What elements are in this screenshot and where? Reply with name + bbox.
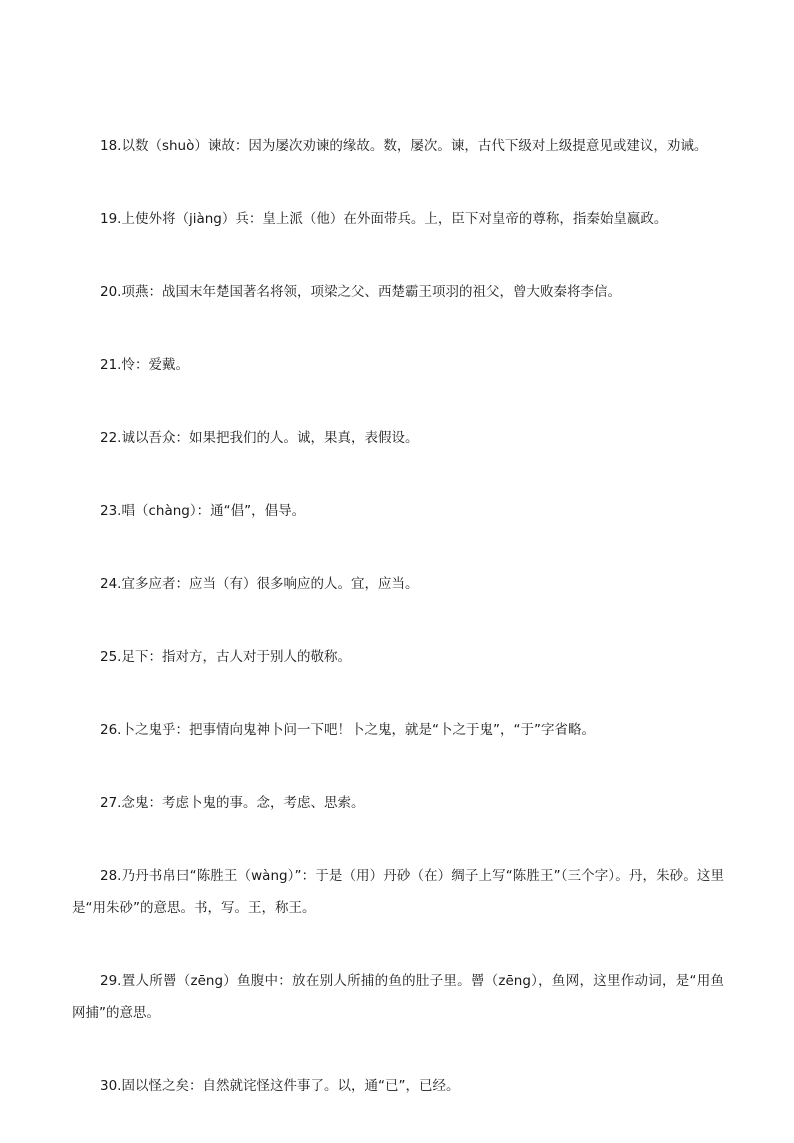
annotation-26: 26.卜之鬼乎：把事情向鬼神卜问一下吧！卜之鬼，就是“卜之于鬼”，“于”字省略。 (100, 722, 595, 738)
annotation-23: 23.唱（chàng）：通“倡”，倡导。 (100, 503, 306, 519)
annotation-21: 21.怜：爱戴。 (100, 357, 189, 373)
annotation-20: 20.项燕：战国末年楚国著名将领，项梁之父、西楚霸王项羽的祖父，曾大败秦将李信。 (100, 284, 621, 300)
annotation-24: 24.宜多应者：应当（有）很多响应的人。宜，应当。 (100, 576, 419, 592)
annotation-30: 30.固以怪之矣：自然就诧怪这件事了。以，通“已”，已经。 (100, 1078, 460, 1094)
annotation-28: 28.乃丹书帛曰“陈胜王（wàng）”：于是（用）丹砂（在）绸子上写“陈胜王”（三个字）。丹，朱砂。这里是“用朱砂”的意思。书，写。王，称王。 (72, 868, 724, 916)
annotation-19: 19.上使外将（jiàng）兵：皇上派（他）在外面带兵。上，臣下对皇帝的尊称，指秦始皇嬴政。 (100, 211, 668, 227)
annotation-27: 27.念鬼：考虑卜鬼的事。念，考虑、思索。 (100, 795, 365, 811)
annotation-29: 29.置人所罾（zēng）鱼腹中：放在别人所捕的鱼的肚子里。罾（zēng），鱼网，这里作动词，是“用鱼网捕”的意思。 (72, 973, 724, 1021)
annotation-list (72, 130, 724, 1143)
annotation-25: 25.足下：指对方，古人对于别人的敬称。 (100, 649, 351, 665)
annotation-18: 18.以数（shuò）谏故：因为屡次劝谏的缘故。数，屡次。谏，古代下级对上级提意见或建议，劝诫。 (100, 138, 708, 154)
annotation-22: 22.诚以吾众：如果把我们的人。诚，果真，表假设。 (100, 430, 419, 446)
